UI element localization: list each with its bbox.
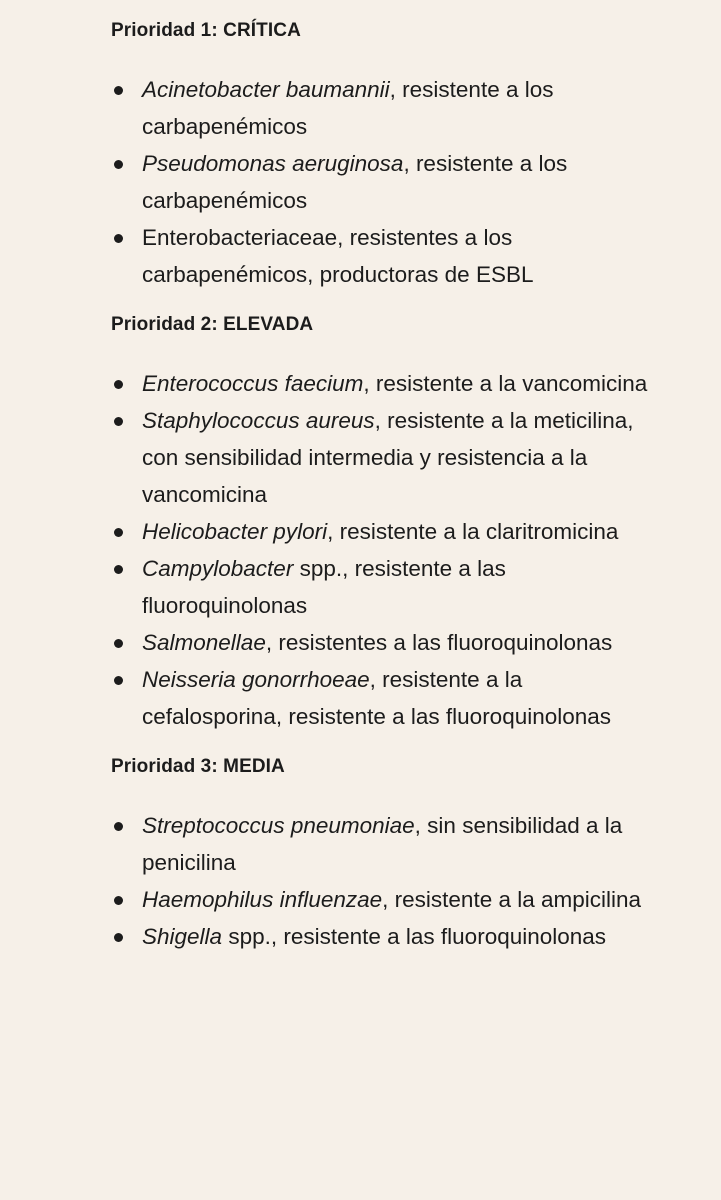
list-item: [111, 71, 657, 145]
resistance-text: , resistentes a las fluoroquinolonas: [265, 630, 613, 655]
priority-section-1: [111, 19, 671, 293]
list-item: [111, 550, 657, 624]
species-name: Streptococcus pneumoniae: [142, 813, 415, 838]
list-item: [111, 918, 657, 955]
bullet-icon: [114, 160, 123, 169]
resistance-text: , resistente a la meticilina, con sensibilidad intermedia y resistencia a la vancomicina: [142, 408, 634, 507]
bullet-icon: [114, 933, 123, 942]
bullet-icon: [114, 528, 123, 537]
resistance-text: , resistente a la cefalosporina, resistente a las fluoroquinolonas: [142, 667, 612, 729]
species-name: Haemophilus influenzae: [142, 887, 383, 912]
bullet-icon: [114, 565, 123, 574]
resistance-text: spp., resistente a las fluoroquinolonas: [142, 556, 506, 618]
resistance-text: spp., resistente a las fluoroquinolonas: [222, 924, 607, 949]
list-item: [111, 807, 657, 881]
species-name: Helicobacter pylori: [142, 519, 328, 544]
pathogen-list: [111, 71, 671, 293]
list-item: [111, 513, 657, 550]
bullet-icon: [114, 896, 123, 905]
species-name: Salmonellae: [142, 630, 266, 655]
bullet-icon: [114, 822, 123, 831]
bullet-icon: [114, 234, 123, 243]
bullet-icon: [114, 639, 123, 648]
bullet-icon: [114, 417, 123, 426]
list-item: [111, 145, 657, 219]
bullet-icon: [114, 380, 123, 389]
species-name: Pseudomonas aeruginosa: [142, 151, 404, 176]
bullet-icon: [114, 86, 123, 95]
list-item: [111, 402, 657, 513]
list-item: [111, 624, 657, 661]
list-item: [111, 365, 657, 402]
resistance-text: Enterobacteriaceae, resistentes a los carbapenémicos, productoras de ESBL: [142, 225, 534, 287]
section-heading: Prioridad 3: MEDIA: [111, 756, 285, 777]
section-heading: Prioridad 1: CRÍTICA: [111, 20, 301, 41]
species-name: Acinetobacter baumannii: [142, 77, 390, 102]
species-name: Staphylococcus aureus: [142, 408, 375, 433]
priority-section-2: [111, 313, 671, 735]
resistance-text: , sin sensibilidad a la penicilina: [142, 813, 623, 875]
list-item: [111, 881, 657, 918]
species-name: Enterococcus faecium: [142, 371, 364, 396]
priority-section-3: [111, 755, 671, 955]
resistance-text: , resistente a la claritromicina: [327, 519, 619, 544]
bullet-icon: [114, 676, 123, 685]
species-name: Neisseria gonorrhoeae: [142, 667, 370, 692]
resistance-text: , resistente a la vancomicina: [363, 371, 648, 396]
list-item: [111, 219, 657, 293]
pathogen-list: [111, 365, 671, 735]
resistance-text: , resistente a la ampicilina: [382, 887, 642, 912]
species-name: Shigella: [142, 924, 223, 949]
section-heading: Prioridad 2: ELEVADA: [111, 314, 314, 335]
species-name: Campylobacter: [142, 556, 294, 581]
resistance-text: , resistente a los carbapenémicos: [142, 77, 554, 139]
pathogen-list: [111, 807, 671, 955]
list-item: [111, 661, 657, 735]
resistance-text: , resistente a los carbapenémicos: [142, 151, 568, 213]
